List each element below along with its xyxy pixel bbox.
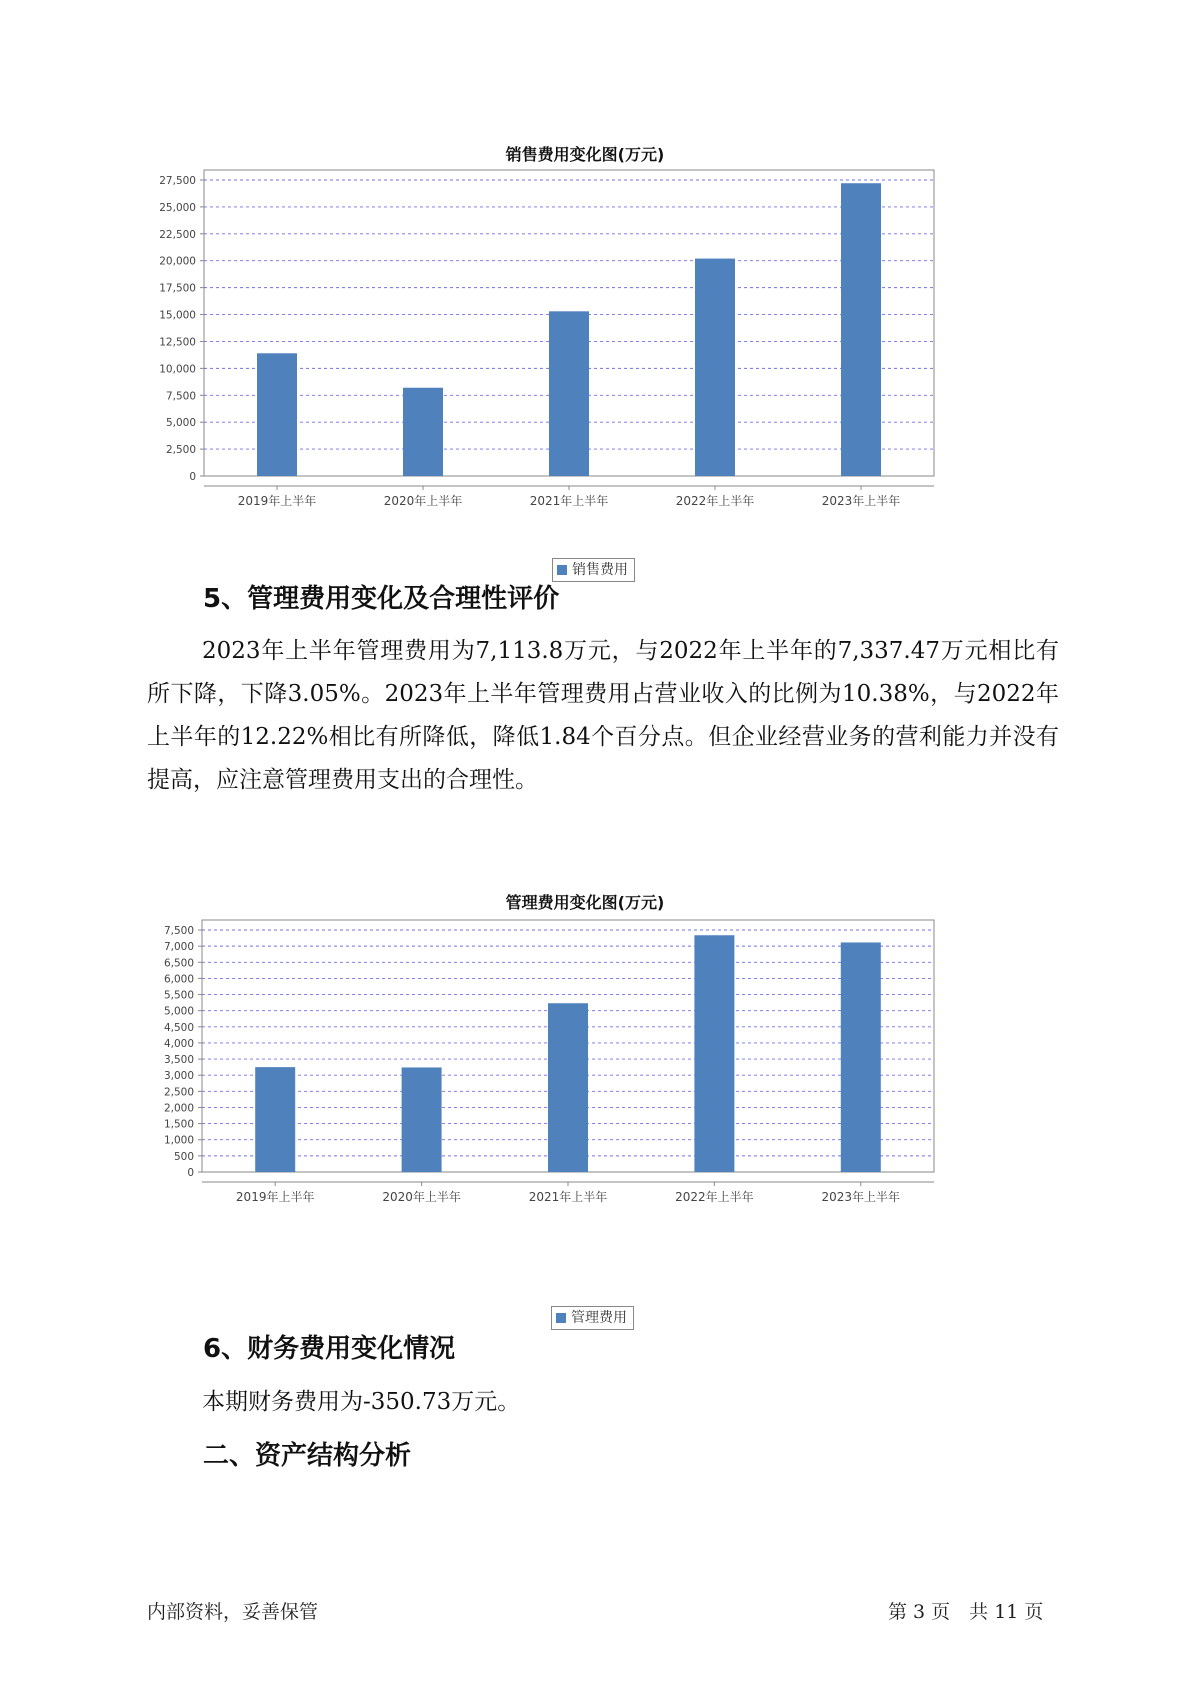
y-tick-label: 20,000 xyxy=(159,255,196,268)
sales-expense-chart xyxy=(150,142,1020,582)
y-tick-label: 5,000 xyxy=(165,417,196,430)
y-tick-label: 5,500 xyxy=(163,989,194,1002)
x-tick-label: 2019年上半年 xyxy=(235,1190,315,1204)
x-tick-label: 2020年上半年 xyxy=(382,1190,461,1204)
chart-title: 管理费用变化图(万元) xyxy=(505,893,665,912)
x-tick-label: 2021年上半年 xyxy=(529,494,609,508)
bar xyxy=(841,183,881,476)
legend-label: 管理费用 xyxy=(571,1310,627,1326)
y-tick-label: 7,500 xyxy=(165,390,196,403)
chart-title: 销售费用变化图(万元) xyxy=(505,145,665,164)
x-tick-label: 2022年上半年 xyxy=(675,494,755,508)
section5-paragraph: 2023年上半年管理费用为7,113.8万元，与2022年上半年的7,337.47万元相比有所下降，下降3.05%。2023年上半年管理费用占营业收入的比例为10.38%，与2022年上半年的12.22%相比有所降低，降低1.84个百分点。但企业经营业务的营利能力并没有提高，应注意管理费用支出的合理性。 xyxy=(147,638,1059,793)
y-tick-label: 27,500 xyxy=(159,175,196,187)
chart-legend xyxy=(552,558,635,582)
x-tick-label: 2023年上半年 xyxy=(821,1190,901,1204)
footer-page-number: 第 3 页 共 11 页 xyxy=(888,1601,1044,1623)
admin-expense-chart xyxy=(150,890,1020,1330)
y-tick-label: 17,500 xyxy=(159,282,196,295)
section-two-heading: 二、资产结构分析 xyxy=(203,1441,412,1471)
y-tick-label: 1,500 xyxy=(163,1118,194,1131)
section6-heading: 6、财务费用变化情况 xyxy=(203,1334,456,1364)
y-tick-label: 6,000 xyxy=(163,973,194,986)
bar xyxy=(403,388,443,476)
x-tick-label: 2022年上半年 xyxy=(675,1190,754,1204)
y-tick-label: 5,000 xyxy=(163,1005,194,1018)
y-tick-label: 6,500 xyxy=(163,957,194,970)
x-tick-label: 2020年上半年 xyxy=(383,494,463,508)
bar xyxy=(841,942,881,1172)
chart-plot xyxy=(150,890,1020,1300)
y-tick-label: 2,500 xyxy=(165,444,196,457)
bar xyxy=(695,259,735,476)
legend-swatch xyxy=(556,1313,566,1323)
chart-plot xyxy=(150,142,1020,552)
y-tick-label: 7,000 xyxy=(163,941,194,954)
y-tick-label: 4,500 xyxy=(163,1021,194,1034)
y-tick-label: 3,000 xyxy=(163,1070,194,1083)
y-tick-label: 2,500 xyxy=(163,1086,194,1099)
section6-paragraph: 本期财务费用为-350.73万元。 xyxy=(202,1389,521,1415)
y-tick-label: 0 xyxy=(189,471,196,483)
bar xyxy=(255,1067,295,1172)
chart-legend xyxy=(551,1306,634,1330)
x-tick-label: 2023年上半年 xyxy=(821,494,901,508)
y-tick-label: 2,000 xyxy=(163,1102,194,1115)
section5-heading: 5、管理费用变化及合理性评价 xyxy=(203,584,560,614)
x-tick-label: 2021年上半年 xyxy=(528,1190,608,1204)
y-tick-label: 22,500 xyxy=(159,228,196,241)
bar xyxy=(548,1003,588,1172)
y-tick-label: 25,000 xyxy=(159,201,196,214)
bar xyxy=(694,935,734,1172)
bar xyxy=(257,353,297,476)
y-tick-label: 500 xyxy=(173,1150,194,1163)
y-tick-label: 4,000 xyxy=(163,1037,194,1050)
y-tick-label: 7,500 xyxy=(163,925,194,937)
y-tick-label: 3,500 xyxy=(163,1054,194,1067)
footer-confidential: 内部资料，妥善保管 xyxy=(147,1601,319,1623)
y-tick-label: 15,000 xyxy=(159,309,196,322)
y-tick-label: 0 xyxy=(187,1167,194,1179)
bar xyxy=(549,311,589,476)
legend-label: 销售费用 xyxy=(572,562,628,578)
y-tick-label: 10,000 xyxy=(159,363,196,376)
x-tick-label: 2019年上半年 xyxy=(237,494,317,508)
y-tick-label: 1,000 xyxy=(163,1134,194,1147)
y-tick-label: 12,500 xyxy=(159,336,196,349)
legend-swatch xyxy=(557,565,567,575)
bar xyxy=(402,1067,442,1172)
